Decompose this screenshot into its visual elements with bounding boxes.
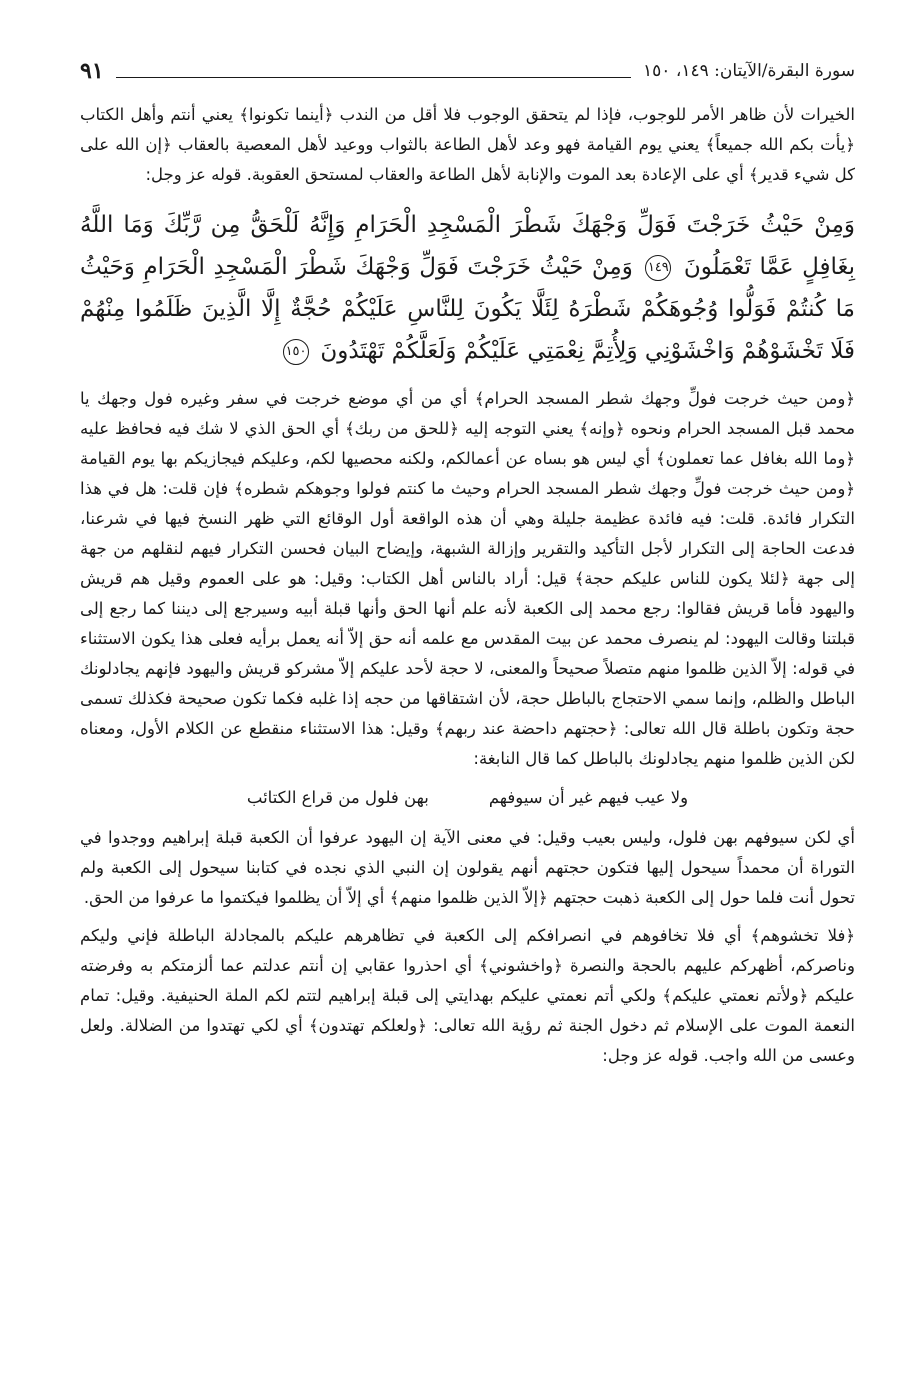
header-rule [116,77,631,78]
paragraph-explanation: أي لكن سيوفهم بهن فلول، وليس بعيب وقيل: في معنى الآية إن اليهود عرفوا أن الكعبة قبلة إبراهيم ووجدوا في التوراة أن محمداً سيحول إليها فتكون حجتهم أنهم يقولون إن النبي الذي نجده في كتابنا سيحول إلى الكعبة ولم تحول أنت فلما حول إلى الكعبة ذهبت حجتهم ﴿إلاّ الذين ظلموا منهم﴾ أي إلاّ أن يظلموا فيكتموا ما عرفوا من الحق. [80,828,855,907]
paragraph-intro: الخيرات لأن ظاهر الأمر للوجوب، فإذا لم يتحقق الوجوب فلا أقل من الندب ﴿أينما تكونوا﴾ يعني أنتم وأهل الكتاب ﴿يأت بكم الله جميعاً﴾ يعني يوم القيامة فهو وعد لأهل الطاعة بالثواب ووعيد لأهل المعصية بالعقاب ﴿إن الله على كل شيء قدير﴾ أي على الإعادة بعد الموت والإنابة لأهل الطاعة والعقاب لمستحق العقوبة. قوله عز وجل: [80,105,855,184]
page [80,50,855,1071]
paragraph-closing: ﴿فلا تخشوهم﴾ أي فلا تخافوهم في انصرافكم إلى الكعبة في تظاهرهم عليكم بالمجادلة الباطلة فإني وليكم وناصركم، أظهركم عليهم بالحجة والنصرة ﴿واخشوني﴾ أي احذروا عقابي إن أنتم عدلتم عما ألزمتكم به وفرضته عليكم ﴿ولأتم نعمتي عليكم﴾ ولكي أتم نعمتي عليكم بهدايتي إلى قبلة إبراهيم لتتم لكم الملة الحنيفية. وقيل: تمام النعمة الموت على الإسلام ثم دخول الجنة ثم رؤية الله تعالى: ﴿ولعلكم تهتدون﴾ أي لكي تهتدوا من الضلالة. ولعل وعسى من الله واجب. قوله عز وجل: [80,926,855,1065]
quran-verse-block [80,204,855,372]
surah-title: سورة البقرة/الآيتان: ١٤٩، ١٥٠ [643,61,855,81]
poem-first-hemistich: ولا عيب فيهم غير أن سيوفهم [488,788,689,807]
paragraph-gap [80,913,855,921]
paragraph-commentary: ﴿ومن حيث خرجت فولِّ وجهك شطر المسجد الحرام﴾ أي من أي موضع خرجت في سفر وغيره فول وجهك يا محمد قبل المسجد الحرام ونحوه ﴿وإنه﴾ يعني التوجه إليه ﴿للحق من ربك﴾ أي الحق الذي لا شك فيه فحافظ عليه ﴿وما الله بغافل عما تعملون﴾ أي ليس هو بساه عن أعمالكم، ولكنه محصيها لكم، وعليكم فيجازيكم بها يوم القيامة ﴿ومن حيث خرجت فولِّ وجهك شطر المسجد الحرام وحيث ما كنتم فولوا وجوهكم شطره﴾ فإن قلت: هل في هذا التكرار فائدة. قلت: فيه فائدة عظيمة جليلة وهي أن هذه الواقعة أول الوقائع التي ظهر النسخ فيها في شرعنا، فدعت الحاجة إلى التكرار لأجل التأكيد والتقرير وإزالة الشبهة، وإيضاح البيان فحسن التكرار فيهم لنقلهم من جهة إلى جهة ﴿لئلا يكون للناس عليكم حجة﴾ قيل: أراد بالناس أهل الكتاب: وقيل: هو على العموم وقيل هم قريش واليهود فأما قريش فقالوا: رجع محمد إلى الكعبة لأنه علم أنها الحق وأنها قبلة أبيه وسيرجع إلى ديننا كما رجع إلى قبلتنا وقالت اليهود: لم ينصرف محمد عن بيت المقدس مع علمه أنه حق إلاّ أنه يعمل برأيه فعلى هذا يكون الاستثناء في قوله: إلاّ الذين ظلموا منهم متصلاً صحيحاً والمعنى، لا حجة لأحد عليكم إلاّ مشركو قريش واليهود فإنهم يجادلونك الباطل والظلم، وإنما سمي الاحتجاج بالباطل حجة، لأن اشتقاقها من حجه إذا غلبه فكما تكون صحيحة فكذلك تسمى حجة وتكون باطلة قال الله تعالى: ﴿حجتهم داحضة عند ربهم﴾ وقيل: هذا الاستثناء منقطع عن الكلام الأول، ومعناه لكن الذين ظلموا منهم يجادلونك بالباطل كما قال النابغة: [80,389,855,768]
poem-verse [80,788,855,807]
verse-text-149: وَمِنْ حَيْثُ خَرَجْتَ فَوَلِّ وَجْهَكَ شَطْرَ الْمَسْجِدِ الْحَرَامِ وَإِنَّهُ لَلْحَقُّ مِن رَّبِّكَ وَمَا اللَّهُ بِغَافِلٍ عَمَّا تَعْمَلُونَ [80,212,856,280]
poem-second-hemistich: بهن فلول من قراع الكتائب [246,788,429,807]
ayah-number-150: ١٥٠ [283,339,309,365]
verse-text-150: وَمِنْ حَيْثُ خَرَجْتَ فَوَلِّ وَجْهَكَ شَطْرَ الْمَسْجِدِ الْحَرَامِ وَحَيْثُ مَا كُنتُمْ فَوَلُّوا وُجُوهَكُمْ شَطْرَهُ لِئَلَّا يَكُونَ لِلنَّاسِ عَلَيْكُمْ حُجَّةٌ إِلَّا الَّذِينَ ظَلَمُوا مِنْهُمْ فَلَا تَخْشَوْهُمْ وَاخْشَوْنِي وَلِأُتِمَّ نِعْمَتِي عَلَيْكُمْ وَلَعَلَّكُمْ تَهْتَدُونَ [80,254,855,364]
page-number: ٩١ [80,58,104,84]
ayah-number-149: ١٤٩ [645,255,671,281]
page-header [80,50,855,92]
